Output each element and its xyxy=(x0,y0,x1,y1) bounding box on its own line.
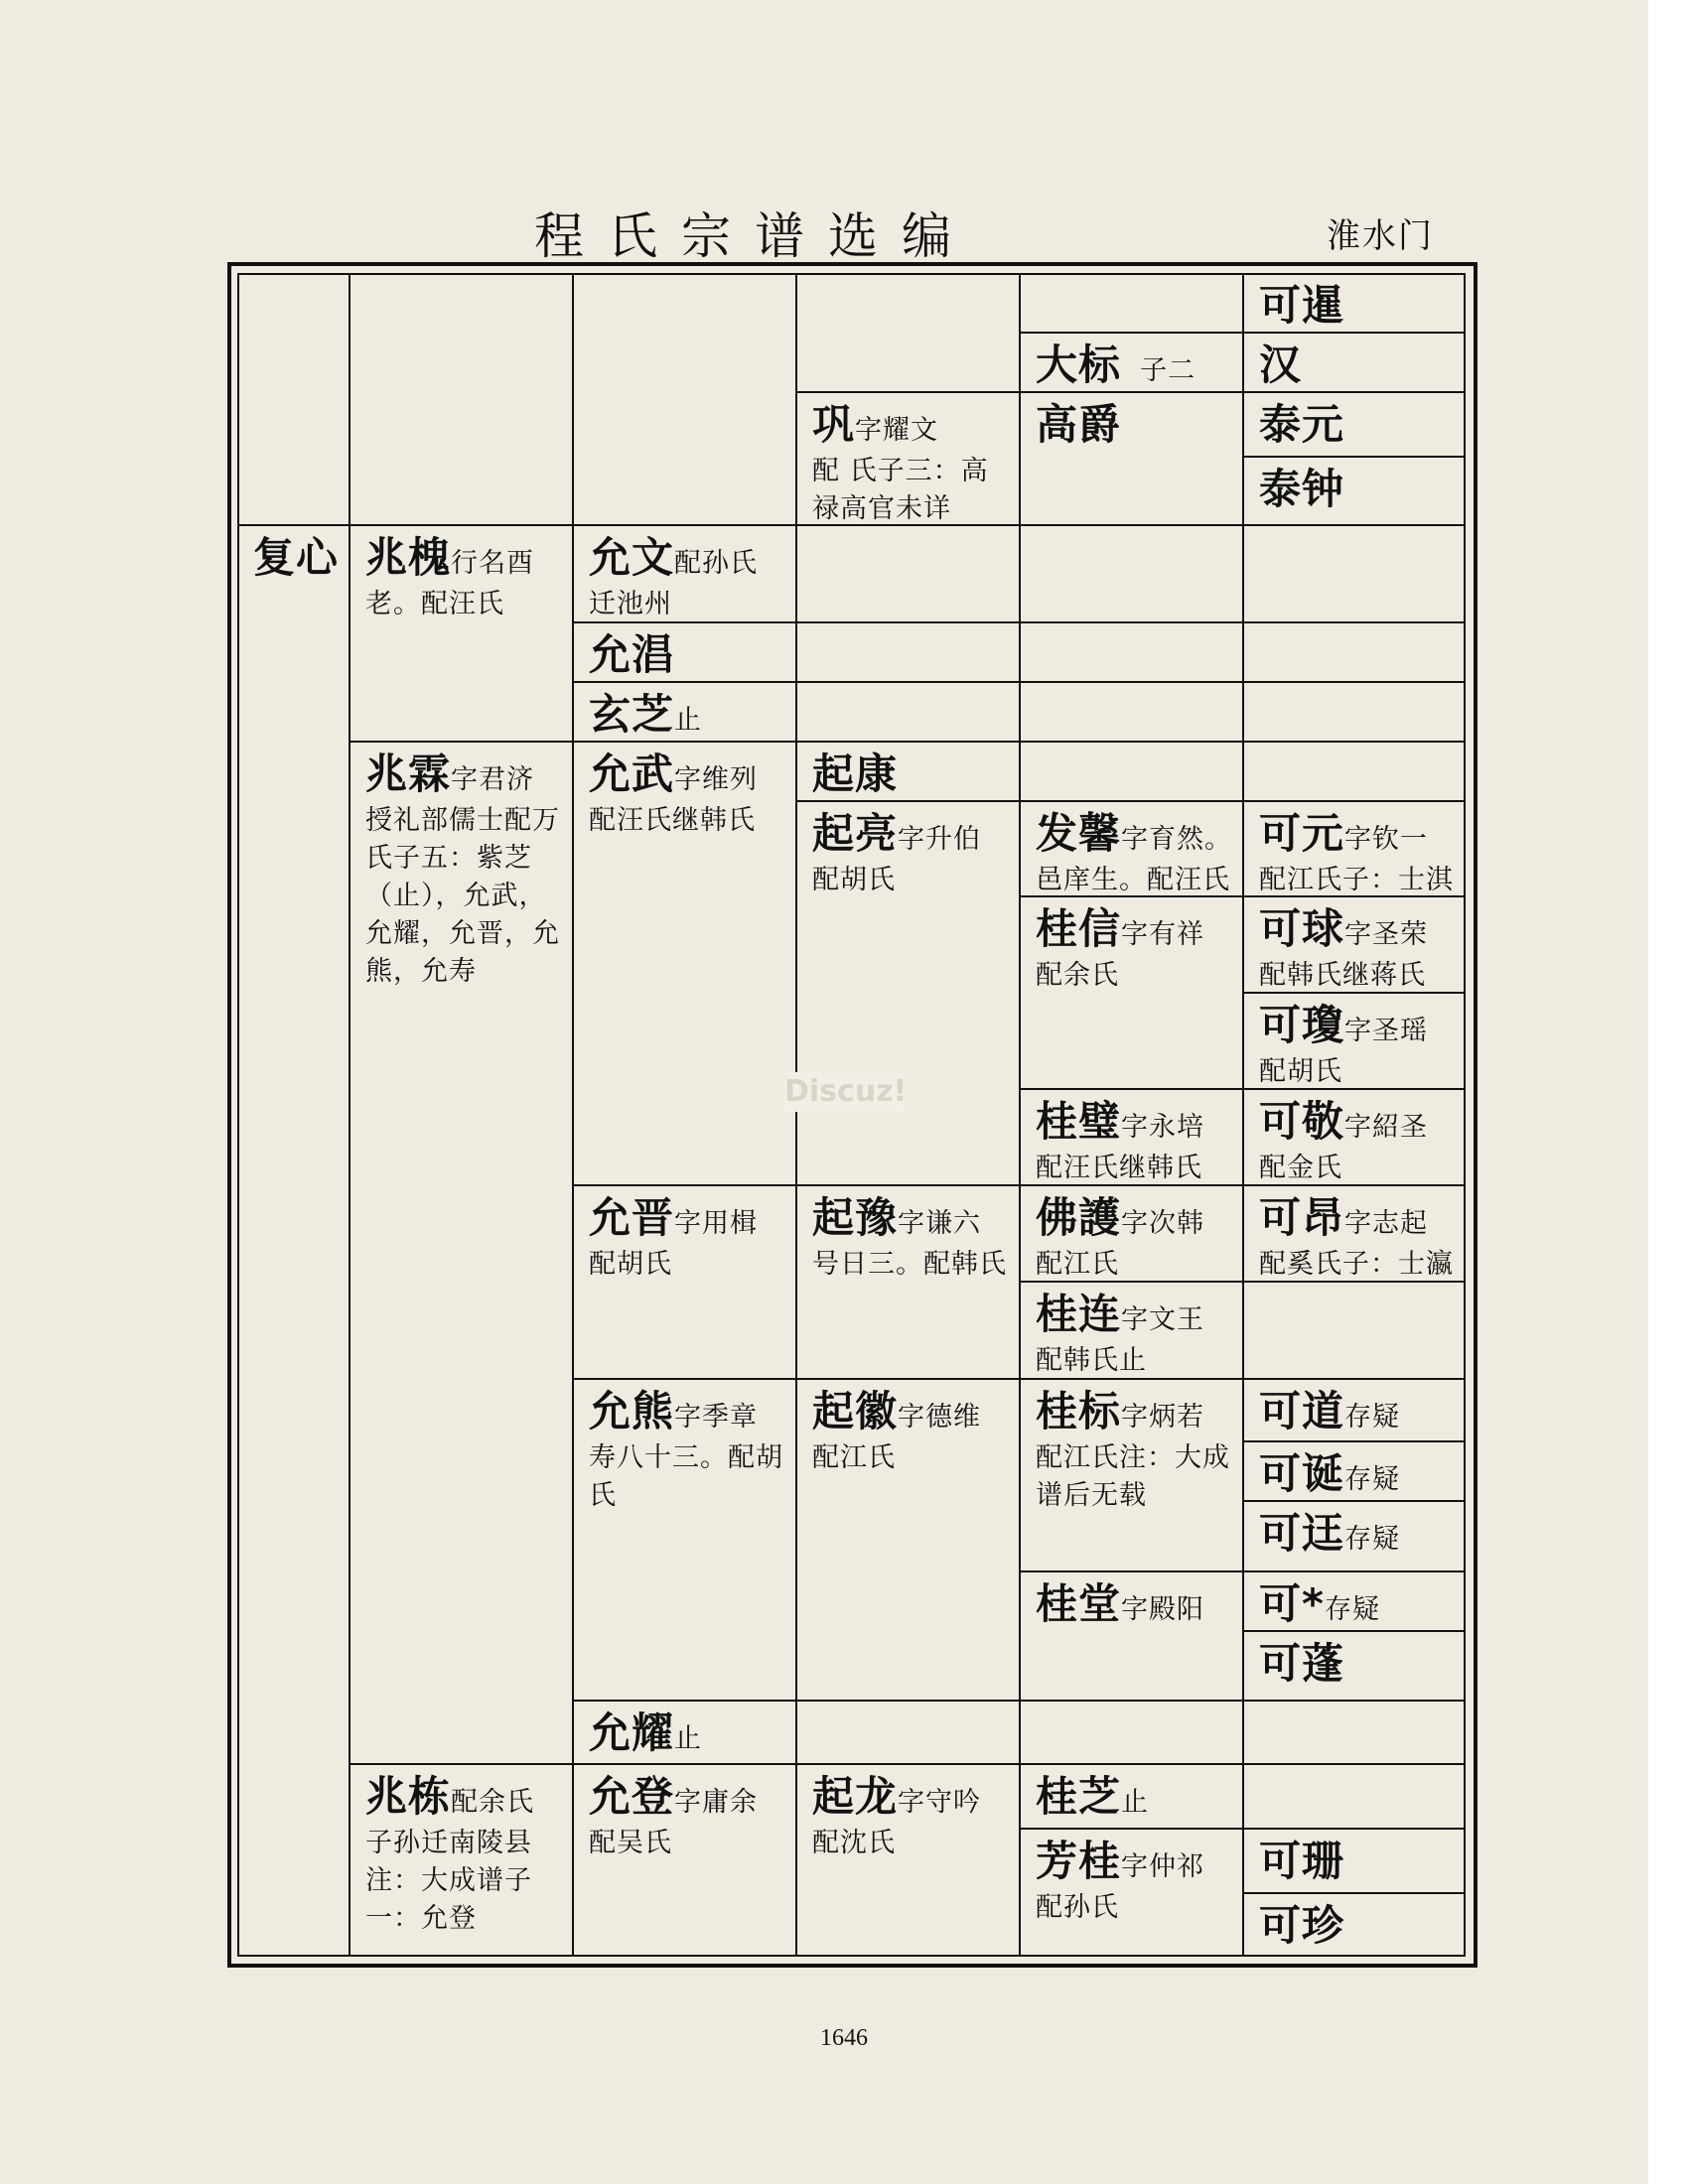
person-cell xyxy=(1020,801,1243,896)
person-cell xyxy=(1243,1089,1466,1185)
person-cell xyxy=(796,1185,1020,1379)
person-name: 可诞 xyxy=(1259,1449,1345,1498)
person-style-name: 字仲祁 xyxy=(1121,1851,1205,1882)
person-cell xyxy=(573,1764,796,1957)
person-name: 芳桂 xyxy=(1036,1837,1122,1885)
person-name: 玄芝 xyxy=(589,690,675,739)
person-name: 兆霖 xyxy=(365,750,452,798)
person-style-name: 字耀文 xyxy=(855,415,939,446)
person-name: 允晋 xyxy=(589,1193,675,1242)
person-note: 配吴氏 xyxy=(589,1828,672,1858)
person-note: 配江氏注：大成谱后无载 xyxy=(1036,1442,1230,1511)
person-style-name: 字永培 xyxy=(1121,1112,1205,1143)
person-name: 可瓊 xyxy=(1259,1001,1345,1049)
person-style-name: 字文王 xyxy=(1121,1304,1205,1335)
person-name: 允武 xyxy=(589,750,675,798)
person-cell xyxy=(573,1185,796,1379)
empty-cell xyxy=(796,273,1020,392)
person-cell xyxy=(1020,1829,1243,1957)
generation-cell xyxy=(237,525,350,1957)
person-cell xyxy=(1243,1631,1466,1701)
person-name: 允登 xyxy=(589,1772,675,1821)
person-name: 兆槐 xyxy=(365,533,452,582)
person-cell xyxy=(573,1379,796,1701)
person-note: 配胡氏 xyxy=(1259,1056,1342,1087)
person-style-name: 字圣荣 xyxy=(1344,919,1429,950)
person-cell xyxy=(1243,896,1466,993)
person-cell xyxy=(796,1764,1020,1957)
person-name: 桂堂 xyxy=(1036,1579,1122,1628)
person-style-name: 字钦一 xyxy=(1344,824,1429,855)
person-style-name: 字次韩 xyxy=(1121,1208,1205,1239)
person-note: 授礼部儒士配万氏子五：紫芝（止），允武，允耀，允晋，允熊，允寿 xyxy=(365,805,560,987)
person-note: 子二 xyxy=(1140,355,1196,386)
person-cell xyxy=(573,525,796,622)
person-name: 桂芝 xyxy=(1036,1772,1122,1821)
person-name: 兆栋 xyxy=(365,1772,452,1821)
person-name: 起豫 xyxy=(812,1193,899,1242)
empty-cell xyxy=(1243,1282,1466,1379)
person-style-name: 字守吟 xyxy=(898,1787,982,1818)
person-cell xyxy=(1243,333,1466,392)
person-name: 汉 xyxy=(1259,341,1303,389)
empty-cell xyxy=(796,525,1020,622)
empty-cell xyxy=(1243,742,1466,801)
person-style-name: 存疑 xyxy=(1344,1464,1401,1495)
empty-cell xyxy=(350,273,573,525)
person-cell xyxy=(1243,993,1466,1089)
person-name: 可昂 xyxy=(1259,1193,1345,1242)
person-name: 大标 xyxy=(1036,341,1122,389)
person-cell xyxy=(350,525,573,742)
person-name: 允文 xyxy=(589,533,675,582)
person-name: 桂连 xyxy=(1036,1290,1122,1338)
person-note: 配金氏 xyxy=(1259,1153,1342,1183)
person-cell xyxy=(1020,392,1243,525)
person-cell xyxy=(1020,333,1243,392)
person-name: 泰钟 xyxy=(1259,465,1345,513)
person-cell xyxy=(1243,457,1466,525)
section-title: 淮水门 xyxy=(1327,216,1434,256)
person-name: 可元 xyxy=(1259,809,1345,858)
person-cell xyxy=(1020,1379,1243,1571)
person-cell xyxy=(1020,1185,1243,1282)
empty-cell xyxy=(237,273,350,525)
person-style-name: 配孙氏 xyxy=(674,548,759,579)
person-note: 配江氏 xyxy=(812,1442,896,1473)
person-note: 配 氏子三：高禄高官未详 xyxy=(812,456,989,524)
person-name: 佛護 xyxy=(1036,1193,1122,1242)
empty-cell xyxy=(1020,622,1243,682)
person-cell xyxy=(1243,1893,1466,1957)
person-name: 可* xyxy=(1259,1579,1325,1628)
empty-cell xyxy=(1243,1701,1466,1764)
person-style-name: 字有祥 xyxy=(1121,919,1205,950)
person-note: 配江氏子：士淇 xyxy=(1259,865,1454,895)
person-name: 泰元 xyxy=(1259,400,1345,449)
person-note: 迁池州 xyxy=(589,589,672,619)
person-note: 邑庠生。配汪氏 xyxy=(1036,865,1230,895)
empty-cell xyxy=(573,273,796,525)
empty-cell xyxy=(796,1701,1020,1764)
empty-cell xyxy=(1243,1764,1466,1829)
person-name: 可蓬 xyxy=(1259,1639,1345,1688)
person-cell xyxy=(1243,1185,1466,1282)
empty-cell xyxy=(1020,682,1243,742)
person-style-name: 字育然。 xyxy=(1121,824,1233,855)
person-cell xyxy=(350,1764,573,1957)
person-cell xyxy=(796,801,1020,1185)
person-note: 配汪氏继韩氏 xyxy=(589,805,756,836)
person-name: 可道 xyxy=(1259,1387,1345,1435)
person-cell xyxy=(1020,1571,1243,1701)
person-style-name: 字紹圣 xyxy=(1344,1112,1429,1143)
person-style-name: 止 xyxy=(674,1723,703,1754)
person-note: 配汪氏继韩氏 xyxy=(1036,1153,1202,1183)
person-note: 配奚氏子：士瀛 xyxy=(1259,1249,1454,1280)
person-cell xyxy=(796,742,1020,801)
person-style-name: 存疑 xyxy=(1344,1524,1401,1555)
person-cell xyxy=(1020,1282,1243,1379)
person-style-name: 字炳若 xyxy=(1121,1402,1205,1433)
person-cell xyxy=(1243,801,1466,896)
person-style-name: 配余氏 xyxy=(451,1787,535,1818)
page-number: 1646 xyxy=(820,2025,868,2051)
empty-cell xyxy=(1020,742,1243,801)
empty-cell xyxy=(1243,622,1466,682)
person-cell xyxy=(573,1701,796,1764)
person-note: 配沈氏 xyxy=(812,1828,896,1858)
person-cell xyxy=(1243,273,1466,333)
person-style-name: 字谦六 xyxy=(898,1208,982,1239)
person-cell xyxy=(796,392,1020,525)
person-note: 配韩氏止 xyxy=(1036,1345,1147,1376)
person-note: 配韩氏继蒋氏 xyxy=(1259,960,1426,991)
person-cell xyxy=(350,742,573,1764)
person-cell xyxy=(1020,1764,1243,1829)
person-name: 高爵 xyxy=(1036,400,1122,449)
person-name: 可暹 xyxy=(1259,281,1345,330)
person-style-name: 存疑 xyxy=(1344,1402,1401,1433)
person-cell xyxy=(573,742,796,1185)
person-name: 可珍 xyxy=(1259,1901,1345,1950)
person-note: 子孙迁南陵县注：大成谱子一：允登 xyxy=(365,1828,532,1934)
person-style-name: 字季章 xyxy=(674,1402,759,1433)
empty-cell xyxy=(1020,273,1243,333)
watermark: Discuz! xyxy=(784,1072,904,1112)
person-name: 允熊 xyxy=(589,1387,675,1435)
page-title: 程氏宗谱选编 xyxy=(534,207,975,265)
person-note: 寿八十三。配胡氏 xyxy=(589,1442,783,1511)
person-name: 复心 xyxy=(253,533,340,582)
empty-cell xyxy=(796,682,1020,742)
person-style-name: 字德维 xyxy=(898,1402,982,1433)
person-style-name: 行名酉 xyxy=(451,548,535,579)
person-name: 起龙 xyxy=(812,1772,899,1821)
person-name: 桂标 xyxy=(1036,1387,1122,1435)
person-name: 可迋 xyxy=(1259,1509,1345,1558)
empty-cell xyxy=(1020,525,1243,622)
person-name: 桂信 xyxy=(1036,904,1122,953)
empty-cell xyxy=(796,622,1020,682)
person-name: 起康 xyxy=(812,750,899,798)
person-style-name: 止 xyxy=(674,705,703,736)
person-name: 起亮 xyxy=(812,809,899,858)
person-cell xyxy=(1243,1379,1466,1441)
person-note: 配江氏 xyxy=(1036,1249,1119,1280)
person-cell xyxy=(1243,1441,1466,1501)
person-name: 允耀 xyxy=(589,1708,675,1757)
person-name: 起徽 xyxy=(812,1387,899,1435)
person-style-name: 字君济 xyxy=(451,764,535,795)
person-style-name: 字志起 xyxy=(1344,1208,1429,1239)
person-style-name: 字圣瑶 xyxy=(1344,1016,1429,1046)
person-cell xyxy=(796,1379,1020,1701)
person-cell xyxy=(1243,1829,1466,1893)
person-note: 配胡氏 xyxy=(812,865,896,895)
person-name: 发馨 xyxy=(1036,809,1122,858)
person-style-name: 字殿阳 xyxy=(1121,1594,1205,1625)
person-cell xyxy=(1243,1571,1466,1631)
person-cell xyxy=(573,622,796,682)
person-cell xyxy=(1020,896,1243,1089)
person-style-name: 字用楫 xyxy=(674,1208,759,1239)
person-note: 配余氏 xyxy=(1036,960,1119,991)
person-name: 可珊 xyxy=(1259,1837,1345,1885)
person-name: 可敬 xyxy=(1259,1097,1345,1146)
empty-cell xyxy=(1243,682,1466,742)
person-style-name: 存疑 xyxy=(1324,1594,1380,1625)
person-note: 号日三。配韩氏 xyxy=(812,1249,1007,1280)
person-note: 老。配汪氏 xyxy=(365,589,504,619)
person-note: 配孙氏 xyxy=(1036,1892,1119,1923)
person-name: 桂璧 xyxy=(1036,1097,1122,1146)
empty-cell xyxy=(1020,1701,1243,1764)
person-note: 配胡氏 xyxy=(589,1249,672,1280)
person-name: 允淐 xyxy=(589,630,675,679)
person-cell xyxy=(1243,392,1466,457)
person-name: 巩 xyxy=(812,400,856,449)
person-cell xyxy=(573,682,796,742)
person-cell xyxy=(1243,1501,1466,1571)
person-style-name: 字升伯 xyxy=(898,824,982,855)
person-style-name: 止 xyxy=(1121,1787,1150,1818)
person-style-name: 字庸余 xyxy=(674,1787,759,1818)
person-cell xyxy=(1020,1089,1243,1185)
empty-cell xyxy=(1243,525,1466,622)
person-name: 可球 xyxy=(1259,904,1345,953)
person-style-name: 字维列 xyxy=(674,764,759,795)
